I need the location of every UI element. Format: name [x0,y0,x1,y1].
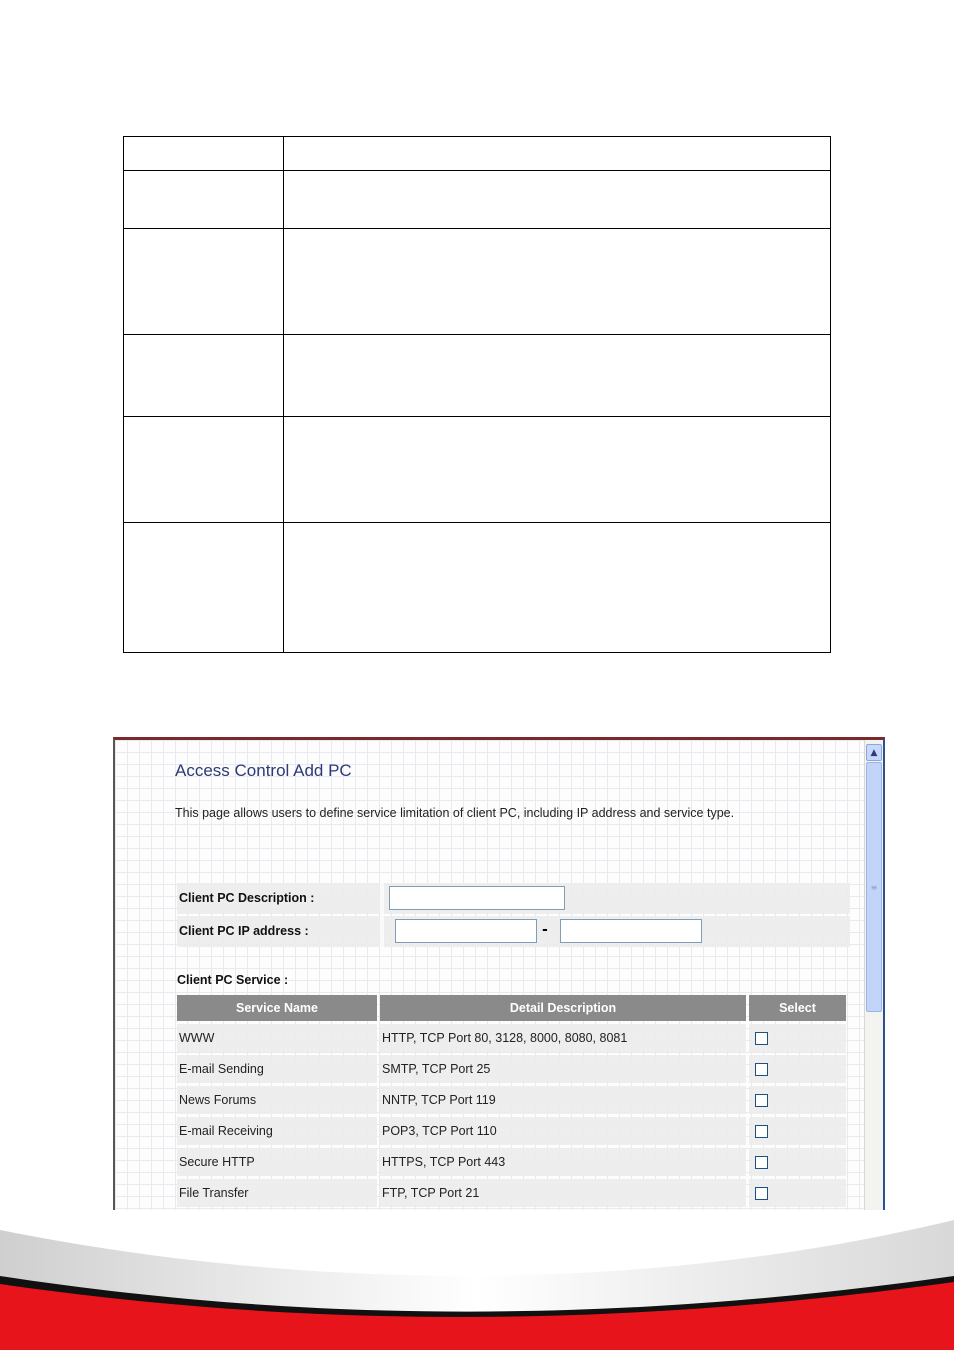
select-checkbox-news-forums[interactable] [755,1094,768,1107]
select-checkbox-secure-http[interactable] [755,1156,768,1169]
service-table [174,992,849,1210]
service-detail: POP3, TCP Port 110 [380,1117,746,1145]
page-description: This page allows users to define service limitation of client PC, including IP address and service type. [175,806,735,820]
footer-swoosh-decoration [0,1210,954,1350]
ip-end-input[interactable] [560,919,702,943]
service-detail: SMTP, TCP Port 25 [380,1055,746,1083]
service-name: WWW [177,1024,377,1052]
select-checkbox-email-sending[interactable] [755,1063,768,1076]
service-name: Secure HTTP [177,1148,377,1176]
description-label: Client PC Description : [179,891,315,905]
description-row [177,883,850,914]
table-row [177,1148,846,1176]
client-pc-service-label: Client PC Service : [177,973,289,987]
table-row [177,1179,846,1207]
vertical-scrollbar[interactable] [864,740,883,1211]
select-checkbox-file-transfer[interactable] [755,1187,768,1200]
service-detail: HTTP, TCP Port 80, 3128, 8000, 8080, 8081 [380,1024,746,1052]
table-row [177,1086,846,1114]
ip-address-row [177,916,850,947]
table-row [177,1024,846,1052]
service-name: E-mail Sending [177,1055,377,1083]
access-control-screenshot [113,737,885,1211]
service-name: File Transfer [177,1179,377,1207]
select-checkbox-www[interactable] [755,1032,768,1045]
page-title: Access Control Add PC [175,761,352,780]
service-name: News Forums [177,1086,377,1114]
header-detail-description: Detail Description [380,995,746,1021]
service-detail: FTP, TCP Port 21 [380,1179,746,1207]
header-select: Select [749,995,846,1021]
select-checkbox-email-receiving[interactable] [755,1125,768,1138]
scroll-up-icon[interactable]: ▲ [866,744,882,761]
document-table [123,136,831,653]
ip-address-label: Client PC IP address : [179,924,309,938]
table-row [177,1117,846,1145]
scrollbar-thumb[interactable]: ≡ [866,762,882,1012]
table-header-row [177,995,846,1021]
ip-range-separator: - [542,922,548,938]
service-name: E-mail Receiving [177,1117,377,1145]
header-service-name: Service Name [177,995,377,1021]
client-pc-description-input[interactable] [389,886,565,910]
table-row [177,1055,846,1083]
service-detail: HTTPS, TCP Port 443 [380,1148,746,1176]
ip-start-input[interactable] [395,919,537,943]
service-detail: NNTP, TCP Port 119 [380,1086,746,1114]
